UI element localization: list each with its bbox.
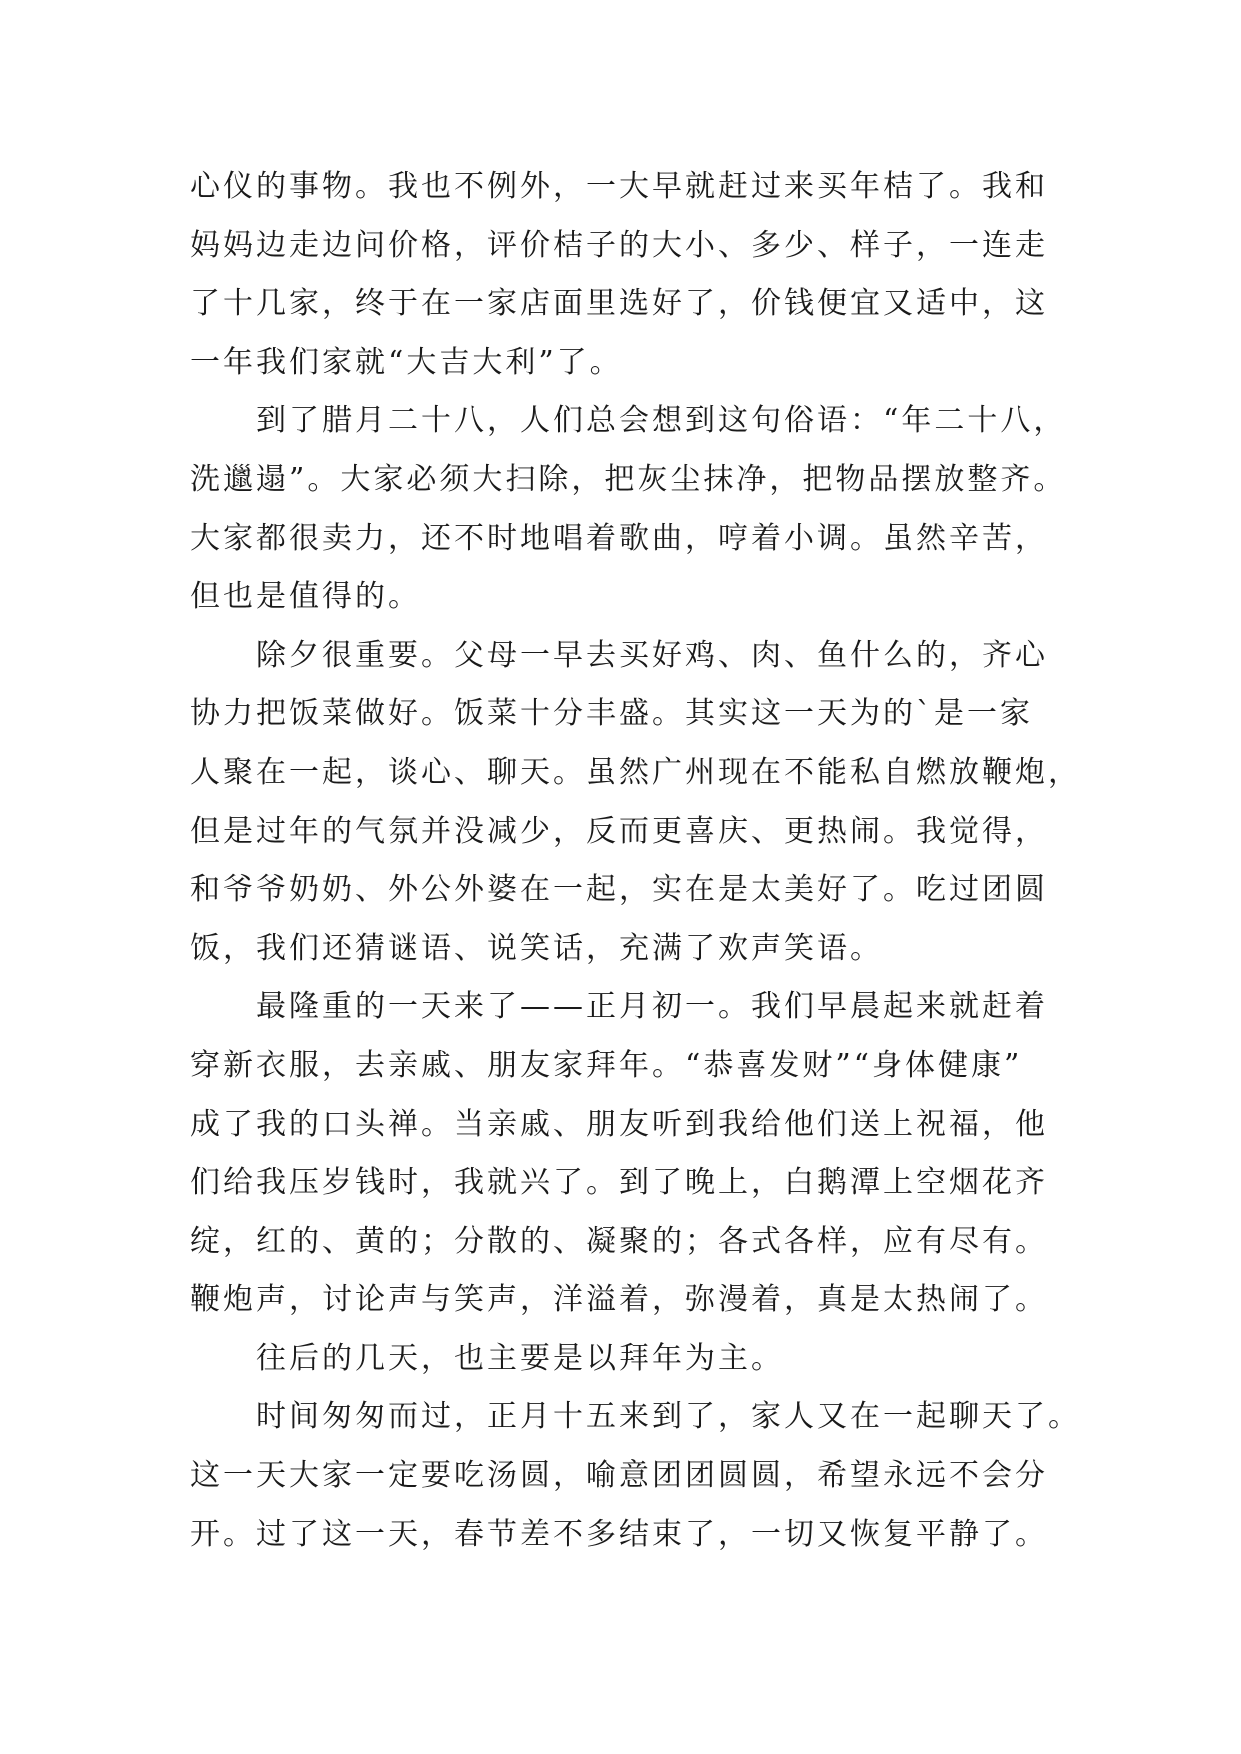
text-line: 但是过年的气氛并没减少，反而更喜庆、更热闹。我觉得，	[190, 813, 1048, 849]
text-line: 绽，红的、黄的；分散的、凝聚的；各式各样，应有尽有。	[190, 1223, 1048, 1259]
paragraph-first-line: 到了腊月二十八，人们总会想到这句俗语：“年二十八，	[256, 403, 1067, 439]
text-line: 一年我们家就“大吉大利”了。	[190, 344, 623, 380]
text-line: 大家都很卖力，还不时地唱着歌曲，哼着小调。虽然辛苦，	[190, 520, 1048, 556]
text-line: 这一天大家一定要吃汤圆，喻意团团圆圆，希望永远不会分	[190, 1458, 1048, 1494]
text-line: 洗邋遢”。大家必须大扫除，把灰尘抹净，把物品摆放整齐。	[190, 461, 1067, 497]
text-line: 鞭炮声，讨论声与笑声，洋溢着，弥漫着，真是太热闹了。	[190, 1282, 1048, 1318]
paragraph-first-line: 往后的几天，也主要是以拜年为主。	[256, 1340, 784, 1376]
text-line: 心仪的事物。我也不例外，一大早就赶过来买年桔了。我和	[190, 169, 1048, 204]
text-line: 开。过了这一天，春节差不多结束了，一切又恢复平静了。	[190, 1516, 1048, 1552]
text-line: 妈妈边走边问价格，评价桔子的大小、多少、样子，一连走	[190, 227, 1048, 263]
essay-body	[190, 158, 1081, 1564]
text-line: 了十几家，终于在一家店面里选好了，价钱便宜又适中，这	[190, 286, 1048, 322]
text-line: 成了我的口头禅。当亲戚、朋友听到我给他们送上祝福，他	[190, 1106, 1048, 1142]
text-line: 协力把饭菜做好。饭菜十分丰盛。其实这一天为的`是一家	[190, 696, 1033, 732]
text-line: 们给我压岁钱时，我就兴了。到了晚上，白鹅潭上空烟花齐	[190, 1165, 1048, 1201]
paragraph-first-line: 最隆重的一天来了——正月初一。我们早晨起来就赶着	[256, 989, 1048, 1025]
paragraph-first-line: 除夕很重要。父母一早去买好鸡、肉、鱼什么的，齐心	[256, 637, 1048, 673]
text-line: 和爷爷奶奶、外公外婆在一起，实在是太美好了。吃过团圆	[190, 872, 1048, 908]
text-line: 穿新衣服，去亲戚、朋友家拜年。“恭喜发财”“身体健康”	[190, 1047, 1023, 1083]
text-line: 饭，我们还猜谜语、说笑话，充满了欢声笑语。	[190, 930, 883, 966]
paragraph-first-line: 时间匆匆而过，正月十五来到了，家人又在一起聊天了。	[256, 1399, 1081, 1435]
text-line: 人聚在一起，谈心、聊天。虽然广州现在不能私自燃放鞭炮，	[190, 754, 1081, 790]
text-line: 但也是值得的。	[190, 579, 421, 615]
